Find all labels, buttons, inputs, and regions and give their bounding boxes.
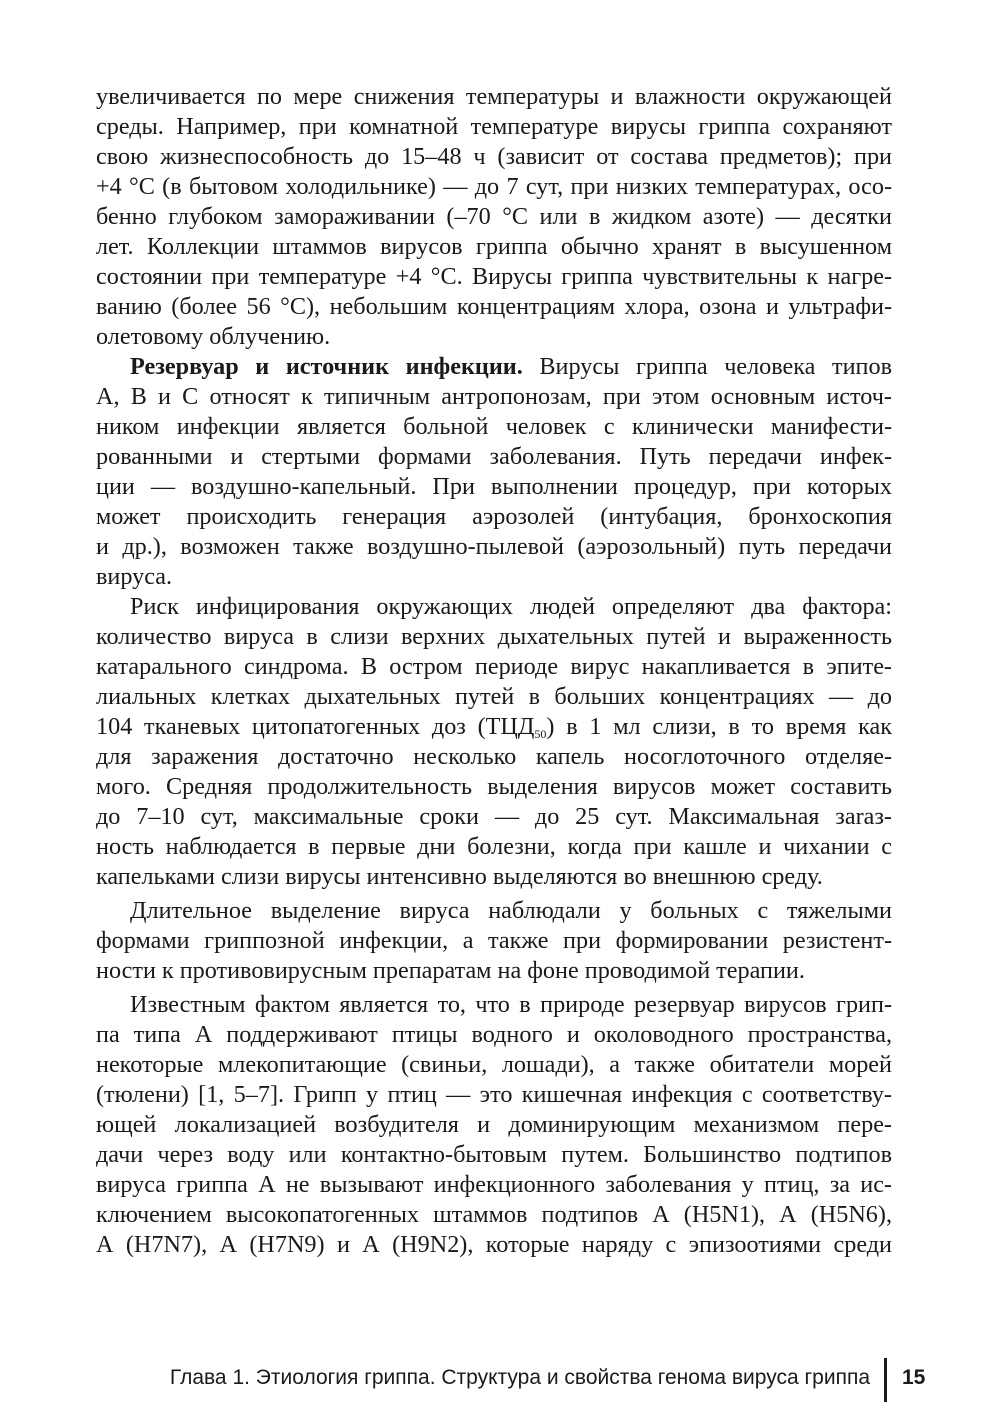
text-line: ником инфекции является больной человек с клинически манифести- (96, 413, 892, 440)
text-run: 104 тканевых цитопатогенных доз (ТЦД (96, 713, 535, 740)
text-line: ключением высокопатогенных штаммов подтипов А (H5N1), А (H5N6), (96, 1201, 892, 1228)
text-line: некоторые млекопитающие (свиньи, лошади), а также обитатели морей (96, 1051, 892, 1078)
text-line: и др.), возможен также воздушно-пылевой (аэрозольный) путь передачи (96, 533, 892, 560)
text-line: рованными и стертыми формами заболевания. Путь передачи инфек- (96, 443, 892, 470)
paragraph-3 (96, 592, 892, 892)
text-line: количество вируса в слизи верхних дыхательных путей и выраженность (96, 623, 892, 650)
text-line: ющей локализацией возбудителя и доминирующим механизмом пере- (96, 1111, 892, 1138)
text-line: ванию (более 56 °С), небольшим концентрациям хлора, озона и ультрафи- (96, 293, 892, 320)
text-line: лиальных клетках дыхательных путей в больших концентрациях — до (96, 683, 892, 710)
text-line: может происходить генерация аэрозолей (интубация, бронхоскопия (96, 503, 892, 530)
running-head: Глава 1. Этиология гриппа. Структура и свойства генома вируса гриппа (169, 1366, 870, 1389)
text-line: ности к противовирусным препаратам на фоне проводимой терапии. (96, 957, 805, 984)
text-line: свою жизнеспособность до 15–48 ч (зависит от состава предметов); при (96, 143, 892, 170)
text-line: Известным фактом является то, что в природе резервуар вирусов грип- (130, 991, 892, 1018)
text-line: для заражения достаточно несколько капель носоглоточного отделяе- (96, 743, 892, 770)
text-line: Длительное выделение вируса наблюдали у больных с тяжелыми (130, 897, 892, 924)
text-line: олетовому облучению. (96, 323, 331, 350)
text-line (96, 352, 892, 382)
subscript: 50 (534, 727, 547, 741)
text-line: дачи через воду или контактно-бытовым путем. Большинство подтипов (96, 1141, 892, 1168)
text-line: ции — воздушно-капельный. При выполнении процедур, при которых (96, 473, 892, 500)
text-line: бенно глубоком замораживании (–70 °С или в жидком азоте) — десятки (96, 203, 892, 230)
text-line: формами гриппозной инфекции, а также при формировании резистент- (96, 927, 892, 954)
text-line: (тюлени) [1, 5–7]. Грипп у птиц — это кишечная инфекция с соответству- (96, 1081, 892, 1108)
text-line: вируса. (96, 563, 173, 590)
text-line: ность наблюдается в первые дни болезни, когда при кашле и чихании с (96, 833, 892, 860)
text-line: вируса гриппа А не вызывают инфекционного заболевания у птиц, за ис- (96, 1171, 892, 1198)
text-run: ) в 1 мл слизи, в то время как (546, 713, 892, 740)
text-line: состоянии при температуре +4 °С. Вирусы гриппа чувствительны к нагре- (96, 263, 892, 290)
text-line: па типа А поддерживают птицы водного и околоводного пространства, (96, 1021, 892, 1048)
body-text (96, 82, 892, 1260)
text-line: А (H7N7), А (H7N9) и А (H9N2), которые наряду с эпизоотиями среди (96, 1231, 892, 1258)
page-footer (0, 1358, 1000, 1398)
text-line: лет. Коллекции штаммов вирусов гриппа обычно хранят в высушенном (96, 233, 892, 260)
text-line: мого. Средняя продолжительность выделения вирусов может составить (96, 773, 892, 800)
text-line (96, 712, 892, 742)
paragraph-1 (96, 82, 892, 352)
text-line: катарального синдрома. В остром периоде вирус накапливается в эпите- (96, 653, 892, 680)
page-number: 15 (902, 1366, 926, 1389)
text-line: увеличивается по мере снижения температуры и влажности окружающей (96, 83, 892, 110)
footer-divider (884, 1358, 887, 1402)
paragraph-4 (96, 896, 892, 986)
paragraph-5 (96, 990, 892, 1260)
text-line: до 7–10 сут, максимальные сроки — до 25 сут. Максимальная заraз- (96, 803, 892, 830)
section-heading: Резервуар и источник инфекции. (130, 353, 523, 380)
text-run: Вирусы гриппа человека типов (522, 353, 892, 380)
text-line: А, В и С относят к типичным антропонозам, при этом основным источ- (96, 383, 892, 410)
text-line: капельками слизи вирусы интенсивно выделяются во внешнюю среду. (96, 863, 823, 890)
text-line: +4 °С (в бытовом холодильнике) — до 7 сут, при низких температурах, осо- (96, 173, 892, 200)
text-line: среды. Например, при комнатной температуре вирусы гриппа сохраняют (96, 113, 892, 140)
text-line: Риск инфицирования окружающих людей определяют два фактора: (130, 593, 892, 620)
paragraph-2 (96, 352, 892, 592)
